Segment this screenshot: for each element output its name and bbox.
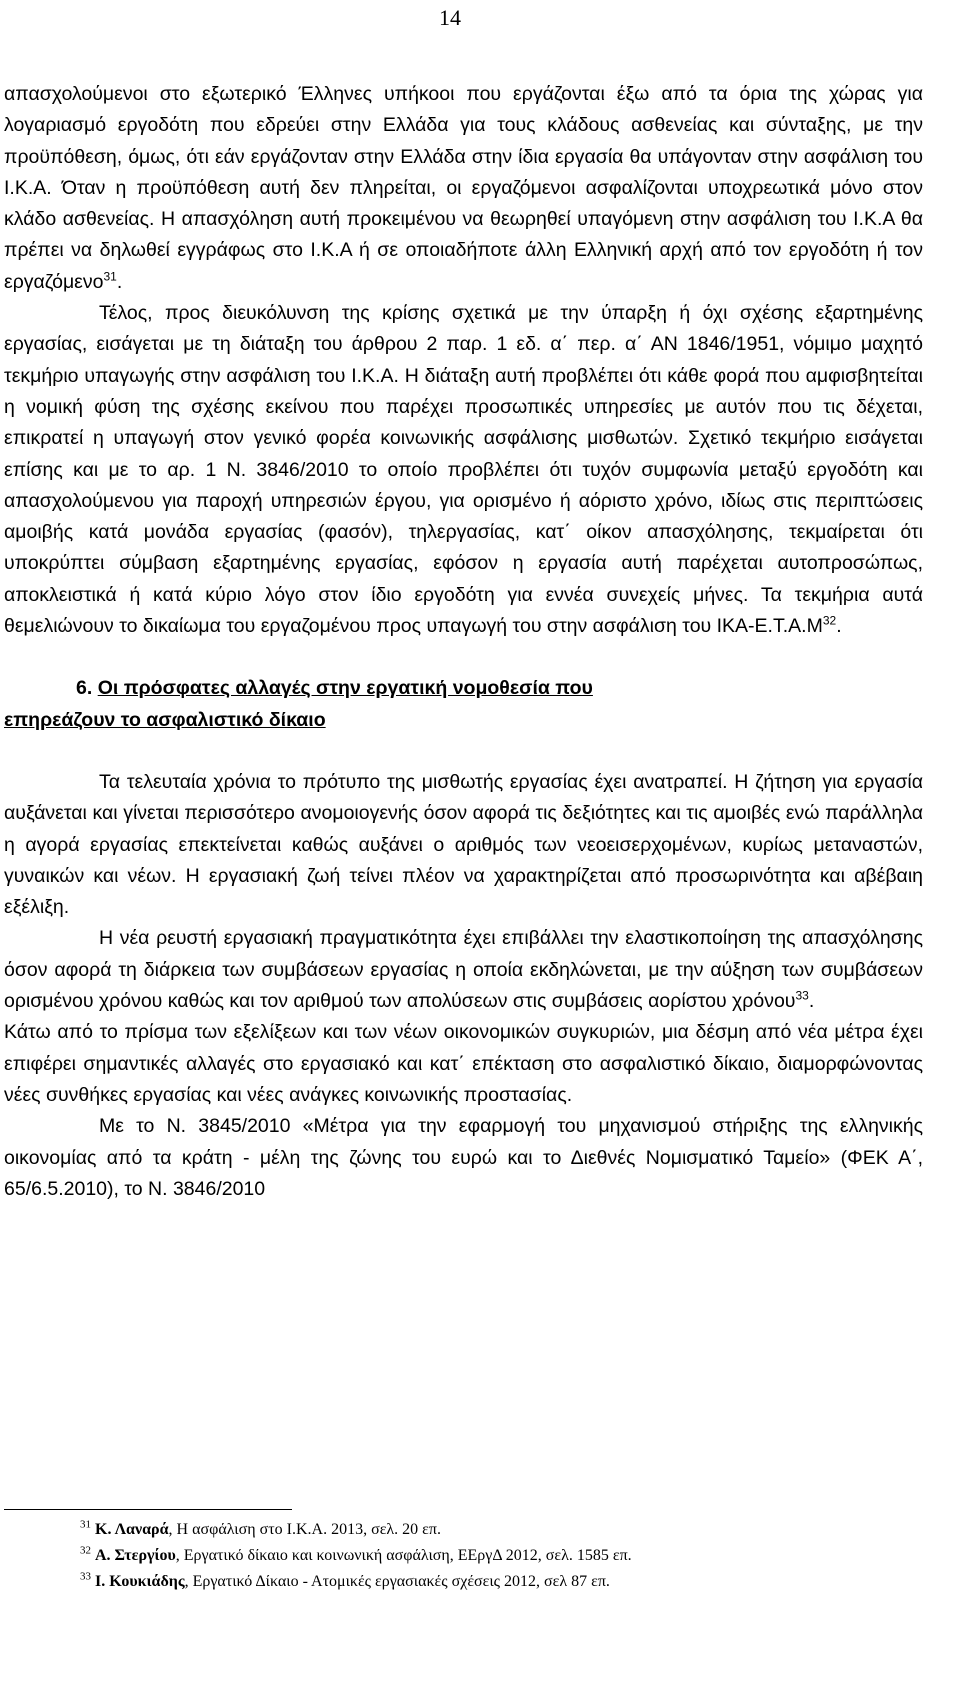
paragraph-1-text: απασχολούμενοι στο εξωτερικό Έλληνες υπήκοοι που εργάζονται έξω από τα όρια της χώρας για λογαριασμό εργοδότη που εδρεύει στην Ελλάδα για τους κλάδους ασθενείας και σύνταξης, με την προϋπόθεση, όμως, ότι εάν εργάζονταν στην Ελλάδα στην ίδια εργασία θα υπάγονταν στην ασφάλιση του Ι.Κ.Α. Όταν η προϋπόθεση αυτή δεν πληρείται, οι εργαζόμενοι ασφαλίζονται υποχρεωτικά μόνο στον κλάδο ασθενείας. Η απασχόληση αυτή προκειμένου να θεωρηθεί υπαγόμενη στην ασφάλιση του Ι.Κ.Α θα πρέπει να δηλωθεί εγγράφως στο Ι.Κ.Α ή σε οποιαδήποτε άλλη Ελληνική αρχή από τον εργοδότη ή τον εργαζόμενο (4, 83, 923, 293)
paragraph-2 (4, 298, 923, 642)
footnotes (4, 1517, 923, 1595)
footnote-ref-32[interactable]: 32 (822, 613, 837, 628)
section-heading-line-1: Οι πρόσφατες αλλαγές στην εργατική νομοθεσία που (97, 677, 593, 700)
footnote-text: , Η ασφάλιση στο Ι.Κ.Α. 2013, σελ. 20 επ. (168, 1521, 441, 1538)
footnote-author: Κ. Λαναρά (95, 1521, 169, 1538)
page-number: 14 (439, 5, 461, 30)
paragraph-4-end: . (808, 990, 815, 1013)
footnote-author: Ι. Κουκιάδης (95, 1573, 185, 1590)
paragraph-4-text: Η νέα ρευστή εργασιακή πραγματικότητα έχει επιβάλλει την ελαστικοποίηση της απασχόλησης όσον αφορά τη διάρκεια των συμβάσεων εργασίας η οποία εκδηλώνεται, με την αύξηση των συμβάσεων ορισμένου χρόνου καθώς και τον αριθμού των απολύσεων στις συμβάσεις αορίστου χρόνου (4, 927, 923, 1013)
document-body (4, 79, 923, 1205)
paragraph-4 (4, 923, 923, 1017)
footnote-ref-31[interactable]: 31 (103, 269, 117, 284)
paragraph-5: Κάτω από το πρίσμα των εξελίξεων και των νέων οικονομικών συγκυριών, μια δέσμη από νέα μέτρα έχει επιφέρει σημαντικές αλλαγές στο εργασιακό και κατ΄ επέκταση στο ασφαλιστικό δίκαιο, διαμορφώνοντας νέες συνθήκες εργασίας και νέες ανάγκες κοινωνικής προστασίας. (4, 1021, 923, 1106)
footnote-author: Α. Στεργίου (95, 1547, 176, 1564)
section-heading-number: 6. (76, 677, 93, 700)
footnote-number: 33 (80, 1570, 91, 1583)
paragraph-1-end: . (116, 270, 123, 293)
paragraph-6: Με το Ν. 3845/2010 «Μέτρα για την εφαρμογή του μηχανισμού στήριξης της ελληνικής οικονομίας από τα κράτη - μέλη της ζώνης του ευρώ και το Διεθνές Νομισματικό Ταμείο» (ΦΕΚ Α΄, 65/6.5.2010), το Ν. 3846/2010 (4, 1115, 923, 1200)
footnote-divider (4, 1509, 292, 1510)
footnote-33 (4, 1569, 923, 1595)
paragraph-3: Τα τελευταία χρόνια το πρότυπο της μισθωτής εργασίας έχει ανατραπεί. Η ζήτηση για εργασία αυξάνεται και γίνεται περισσότερο ανομοιογενής όσον αφορά τις δεξιότητες και τις αμοιβές ενώ παράλληλα η αγορά εργασίας επεκτείνεται καθώς αυξάνει ο αριθμός των νεοεισερχομένων, κυρίως μεταναστών, γυναικών και νέων. Η εργασιακή ζωή τείνει πλέον να χαρακτηρίζεται από προσωρινότητα και αβέβαιη εξέλιξη. (4, 770, 923, 919)
footnote-number: 32 (80, 1544, 91, 1557)
footnote-ref-33[interactable]: 33 (795, 988, 809, 1003)
heading-spacer (4, 736, 923, 767)
footnote-text: , Εργατικό Δίκαιο - Ατομικές εργασιακές σχέσεις 2012, σελ 87 επ. (184, 1573, 610, 1590)
footnote-text: , Εργατικό δίκαιο και κοινωνική ασφάλιση, ΕΕργΔ 2012, σελ. 1585 επ. (175, 1547, 632, 1564)
paragraph-2-end: . (836, 615, 842, 638)
footnote-number: 31 (80, 1518, 91, 1531)
paragraph-1 (4, 79, 923, 298)
section-heading-continuation (4, 705, 923, 736)
footnote-31 (4, 1517, 923, 1543)
section-heading-line-2: επηρεάζουν το ασφαλιστικό δίκαιο (4, 708, 326, 731)
footnote-32 (4, 1543, 923, 1569)
paragraph-2-text: Τέλος, προς διευκόλυνση της κρίσης σχετικά με την ύπαρξη ή όχι σχέσης εξαρτημένης εργασίας, εισάγεται με τη διάταξη του άρθρου 2 παρ. 1 εδ. α΄ περ. α΄ ΑΝ 1846/1951, νόμιμο μαχητό τεκμήριο υπαγωγής στην ασφάλιση του Ι.Κ.Α. Η διάταξη αυτή προβλέπει ότι κάθε φορά που αμφισβητείται η νομική φύση της σχέσης εκείνου που παρέχει προσωπικές υπηρεσίες με αυτόν που τις δέχεται, επικρατεί η υπαγωγή στον γενικό φορέα κοινωνικής ασφάλισης μισθωτών. Σχετικό τεκμήριο εισάγεται επίσης και με το αρ. 1 Ν. 3846/2010 το οποίο προβλέπει ότι τυχόν συμφωνία μεταξύ εργοδότη και απασχολούμενου για παροχή υπηρεσιών έργου, για ορισμένο ή αόριστο χρόνο, ιδίως στις περιπτώσεις αμοιβής κατά μονάδα εργασίας (φασόν), τηλεργασίας, κατ΄ οίκον απασχόλησης, τεκμαίρεται ότι υποκρύπτει σύμβαση εξαρτημένης εργασίας, εφόσον η εργασία αυτή παρέχεται αυτοπροσώπως, αποκλειστικά ή κατά κύριο λόγο στον ίδιο εργοδότη για εννέα συνεχείς μήνες. Τα τεκμήρια αυτά θεμελιώνουν το δικαίωμα του εργαζομένου προς υπαγωγή του στην ασφάλιση του ΙΚΑ-Ε.Τ.Α.Μ (4, 302, 923, 638)
section-heading (4, 673, 923, 704)
